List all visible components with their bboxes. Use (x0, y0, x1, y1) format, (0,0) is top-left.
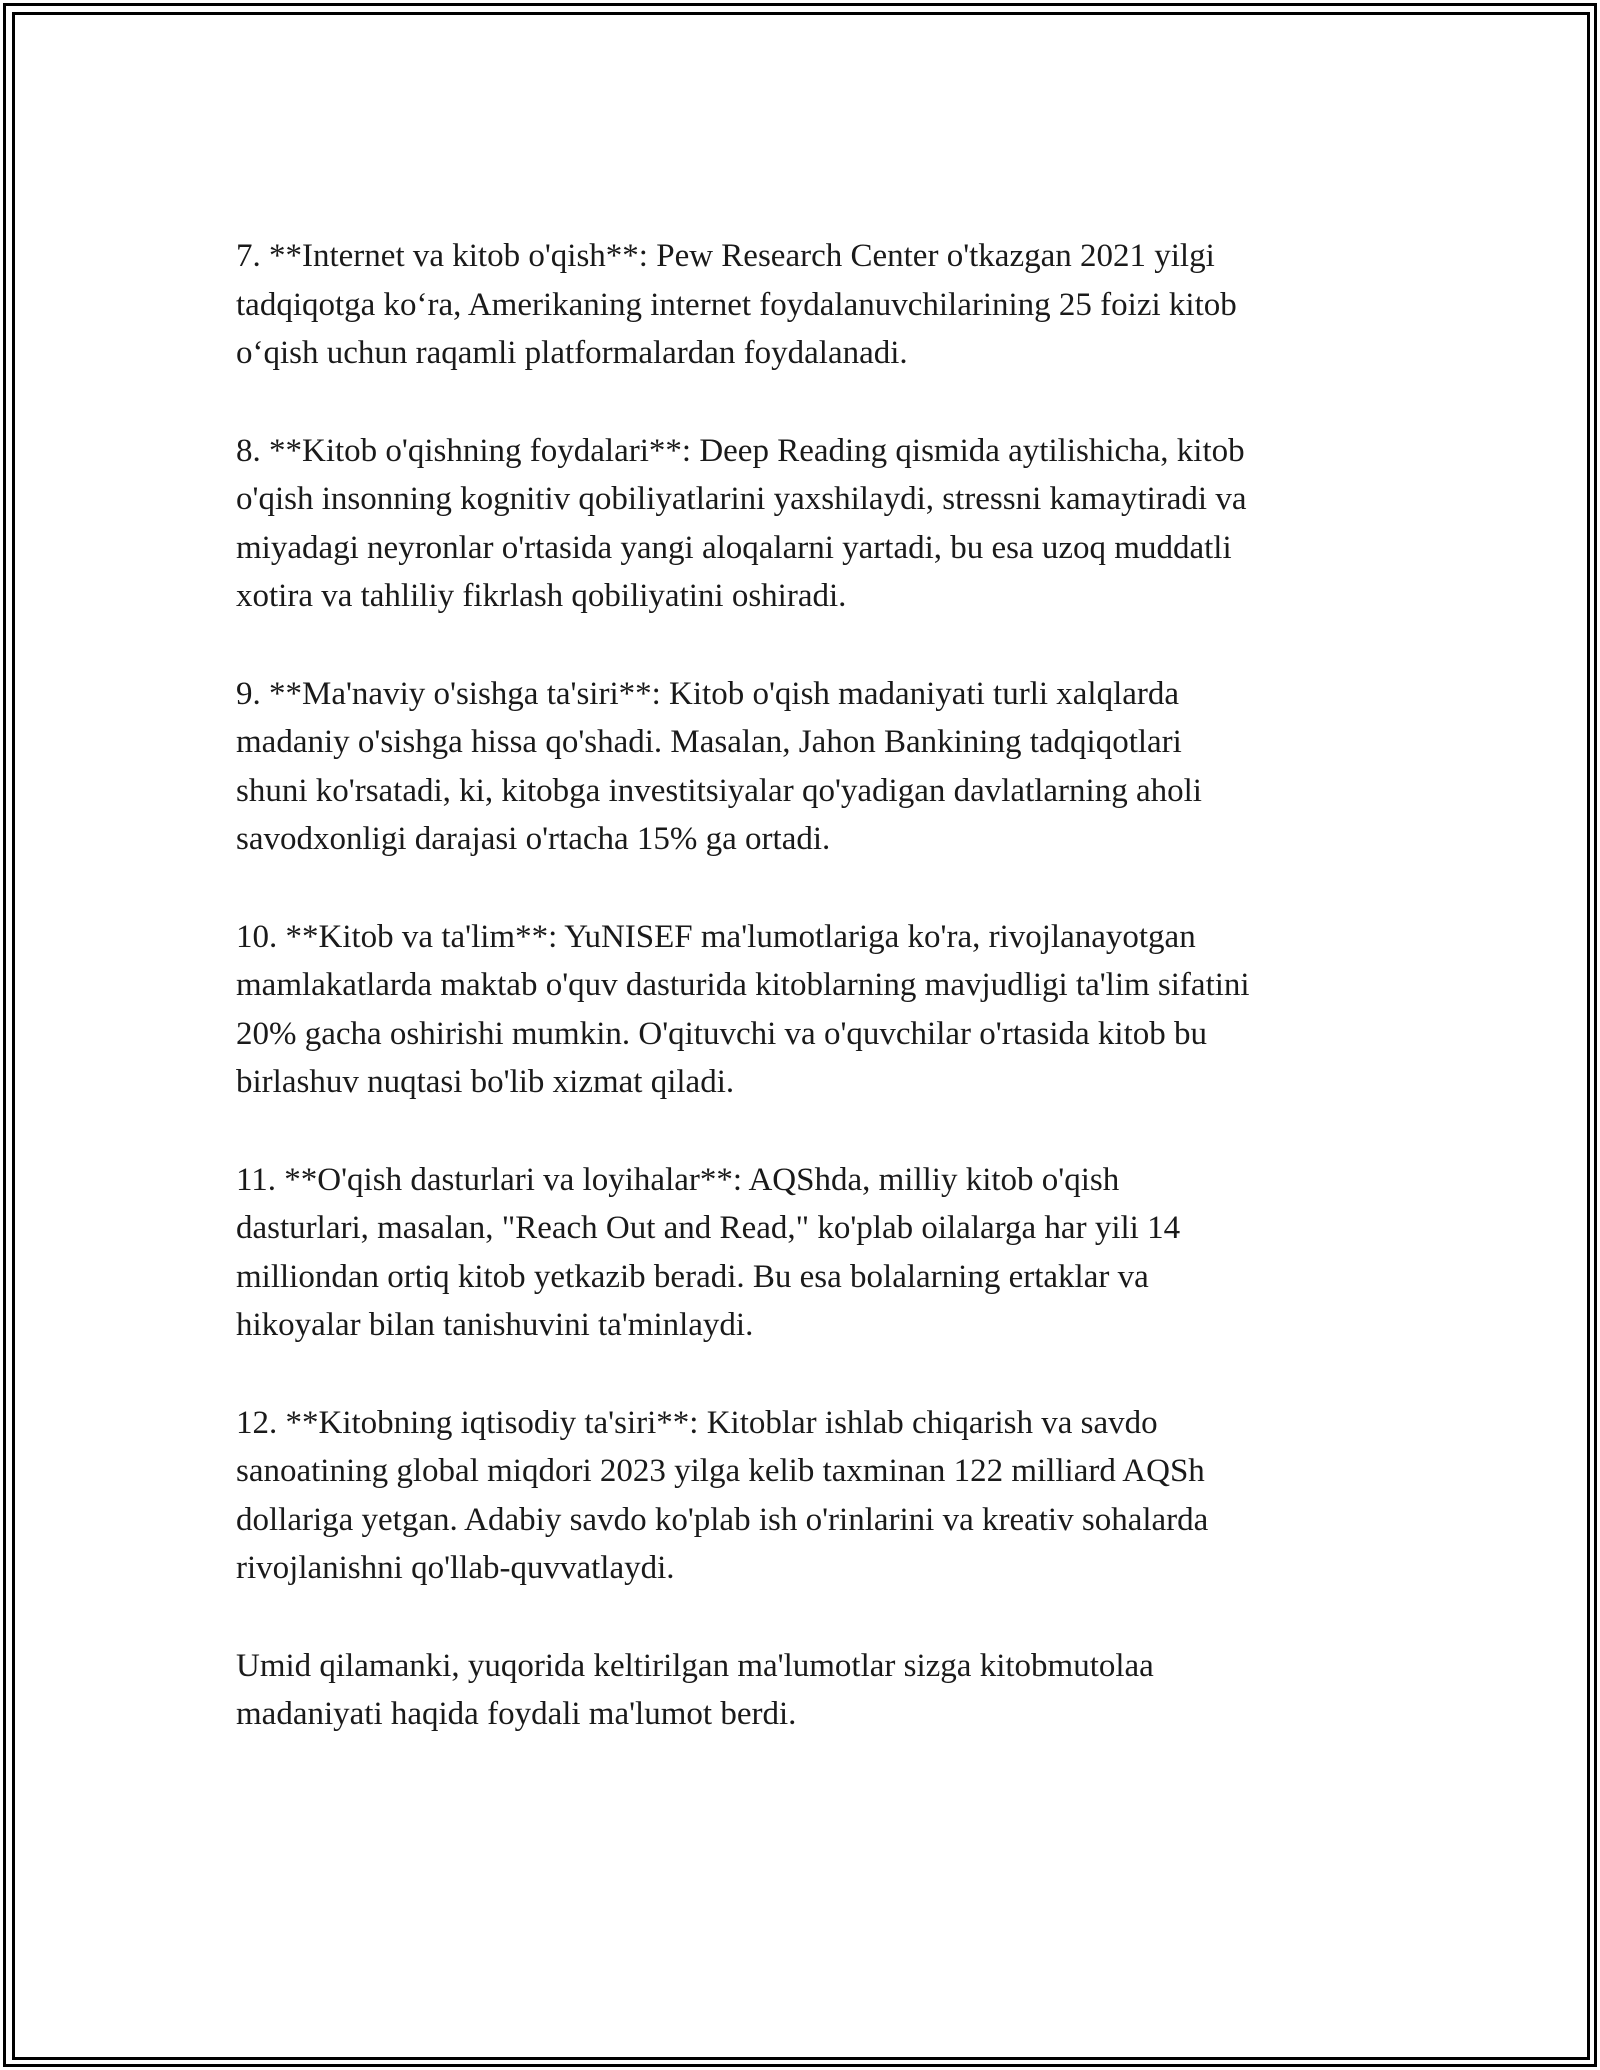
document-body (236, 232, 1406, 1788)
paragraph-internet-reading: 7. **Internet va kitob o'qish**: Pew Research Center o'tkazgan 2021 yilgi tadqiqotga ko‘ra, Amerikaning internet foydalanuvchilarining 25 foizi kitob o‘qish uchun raqamli platformalardan foydalanadi. (236, 238, 1237, 371)
paragraph-reading-programs: 11. **O'qish dasturlari va loyihalar**: AQShda, milliy kitob o'qish dasturlari, masalan, "Reach Out and Read," ko'plab oilalarga har yili 14 milliondan ortiq kitob yetkazib beradi. Bu esa bolalarning ertaklar va hikoyalar bilan tanishuvini ta'minlaydi. (236, 1161, 1181, 1343)
paragraph-closing: Umid qilamanki, yuqorida keltirilgan ma'lumotlar sizga kitobmutolaa madaniyati haqida foydali ma'lumot berdi. (236, 1647, 1154, 1732)
paragraph-reading-benefits: 8. **Kitob o'qishning foydalari**: Deep Reading qismida aytilishicha, kitob o'qish insonning kognitiv qobiliyatlarini yaxshilaydi, stressni kamaytiradi va miyadagi neyronlar o'rtasida yangi aloqalarni yartadi, bu esa uzoq muddatli xotira va tahliliy fikrlash qobiliyatini oshiradi. (236, 432, 1247, 614)
paragraph-economic-impact: 12. **Kitobning iqtisodiy ta'siri**: Kitoblar ishlab chiqarish va savdo sanoatining global miqdori 2023 yilga kelib taxminan 122 milliard AQSh dollariga yetgan. Adabiy savdo ko'plab ish o'rinlarini va kreativ sohalarda rivojlanishni qo'llab-quvvatlaydi. (236, 1404, 1209, 1586)
paragraph-books-education: 10. **Kitob va ta'lim**: YuNISEF ma'lumotlariga ko'ra, rivojlanayotgan mamlakatlarda maktab o'quv dasturida kitoblarning mavjudligi ta'lim sifatini 20% gacha oshirishi mumkin. O'qituvchi va o'quvchilar o'rtasida kitob bu birlashuv nuqtasi bo'lib xizmat qiladi. (236, 918, 1250, 1100)
paragraph-spiritual-growth: 9. **Ma'naviy o'sishga ta'siri**: Kitob o'qish madaniyati turli xalqlarda madaniy o'sishga hissa qo'shadi. Masalan, Jahon Bankining tadqiqotlari shuni ko'rsatadi, ki, kitobga investitsiyalar qo'yadigan davlatlarning aholi savodxonligi darajasi o'rtacha 15% ga ortadi. (236, 675, 1202, 857)
